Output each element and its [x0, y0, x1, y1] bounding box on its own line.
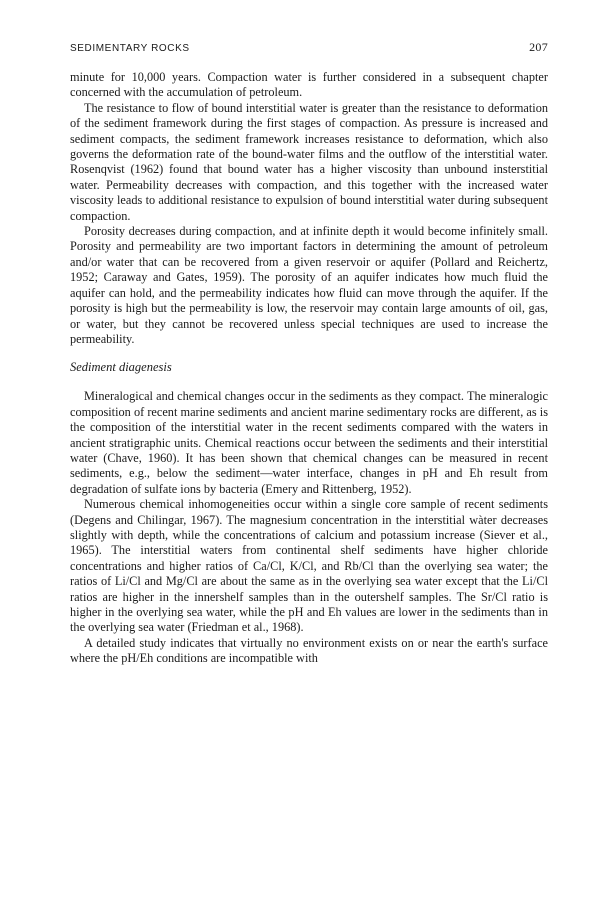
paragraph-porosity: Porosity decreases during compaction, and at infinite depth it would become infinitely small. Porosity and permeability are two important factors in determining the amount of petroleum and/or water that can be recovered from a given reservoir or aquifer (Pollard and Reichertz, 1952; Caraway and Gates, 1959). The porosity of an aquifer indicates how much fluid the aquifer can hold, and the permeability indicates how fluid can move through the aquifer. If the porosity is high but the permeability is low, the reservoir may contain large amounts of oil, gas, or water, but they cannot be recovered unless special techniques are used to increase the permeability.	[70, 224, 548, 346]
book-page	[70, 40, 548, 667]
paragraph-mineralogical-changes: Mineralogical and chemical changes occur in the sediments as they compact. The mineralogic composition of recent marine sediments and ancient marine sedimentary rocks are different, as is the composition of the interstitial water in the recent sediments compared with the waters in ancient stratigraphic units. Chemical reactions occur between the sediments and their interstitial water (Chave, 1960). It has been shown that chemical changes can be measured in recent sediments, e.g., below the sediment—water interface, changes in pH and Eh result from degradation of sulfate ions by bacteria (Emery and Rittenberg, 1952).	[70, 389, 548, 496]
page-number: 207	[529, 40, 548, 54]
paragraph-chemical-inhomogeneities: Numerous chemical inhomogeneities occur within a single core sample of recent sediments (Degens and Chilingar, 1967). The magnesium concentration in the interstitial wàter decreases slightly with depth, while the concentrations of calcium and potassium increase (Siever et al., 1965). The interstitial waters from continental shelf sediments have higher chloride concentrations and higher ratios of Ca/Cl, K/Cl, and Rb/Cl than the overlying sea water; the ratios of Li/Cl and Mg/Cl are about the same as in the overlying sea water except that the Li/Cl ratios are higher in the innershelf samples than in the outershelf samples. The Sr/Cl ratio is higher in the overlying sea water, while the pH and Eh values are lower in the sediments than in the overlying sea water (Friedman et al., 1968).	[70, 497, 548, 635]
paragraph-detailed-study: A detailed study indicates that virtually no environment exists on or near the earth's surface where the pH/Eh conditions are incompatible with	[70, 635, 548, 666]
running-title: SEDIMENTARY ROCKS	[70, 43, 190, 54]
running-header	[70, 40, 548, 55]
paragraph-bound-water: The resistance to flow of bound interstitial water is greater than the resistance to deformation of the sediment framework during the first stages of compaction. As pressure is increased and sediment compacts, the sediment framework increases resistance to deformation, which also governs the deformation rate of the bound-water films and the outflow of the interstitial water. Rosenqvist (1962) found that bound water has a higher viscosity than unbound insterstitial water. Permeability decreases with compaction, and this together with the increased water viscosity leads to additional resistance to expulsion of bound interstitial water during subsequent compaction.	[70, 100, 548, 223]
paragraph-continued: minute for 10,000 years. Compaction water is further considered in a subsequent chapter concerned with the accumulation of petroleum.	[70, 70, 548, 100]
section-heading: Sediment diagenesis	[70, 360, 172, 375]
